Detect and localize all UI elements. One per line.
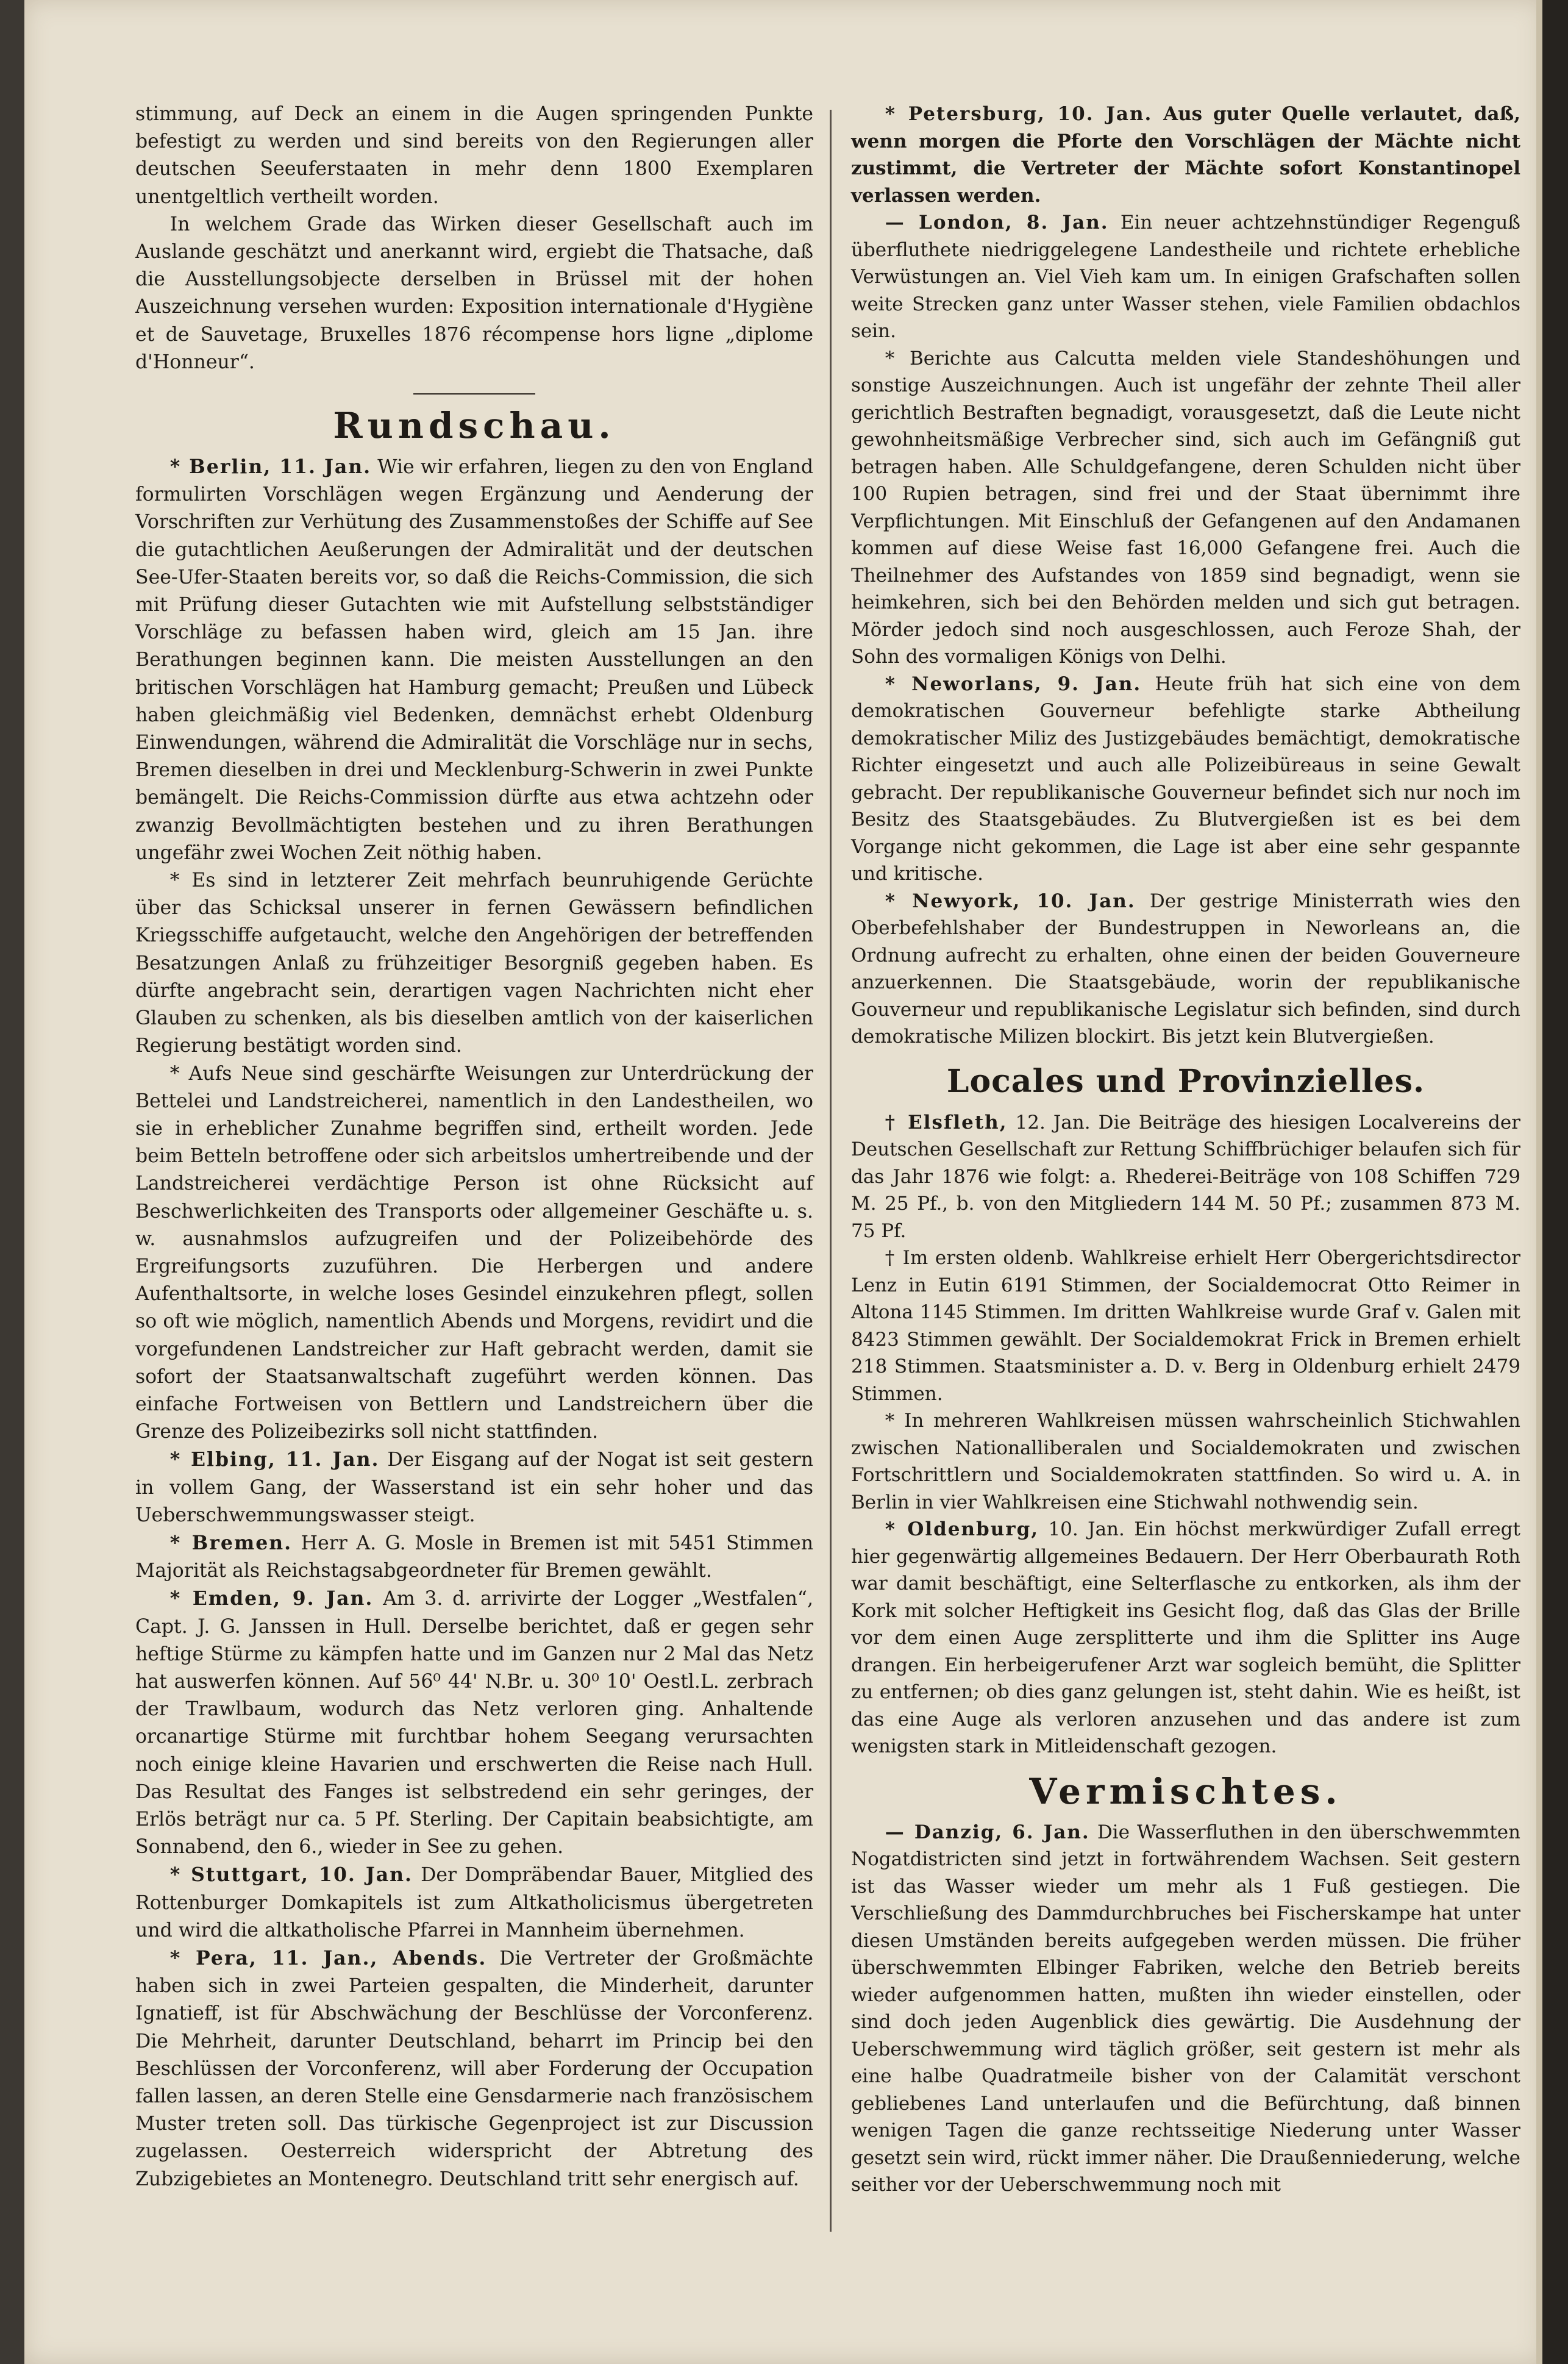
article-body: 10. Jan. Ein höchst merkwürdiger Zufall erregt hier gegenwärtig allgemeines Bedauern. Der Herr Oberbaurath Roth war damit beschäftigt, eine Selterflasche zu entkorken, als ihm der Kork mit solcher Heftigkeit ins Gesicht flog, daß das Glas der Brille vor dem einen Auge zersplitterte und ihm die Splitter ins Auge drangen. Ein herbeigerufener Arzt war sogleich bemüht, die Splitter zu entfernen; ob dies ganz gelungen ist, steht dahin. Wie es heißt, ist das eine Auge als verloren anzusehen und das andere ist zum wenigsten stark in Mitleidenschaft gezogen. [851,1518,1520,1757]
article-calcutta: * Berichte aus Calcutta melden viele Standeshöhungen und sonstige Auszeichnungen. Auch ist ungefähr der zehnte Theil aller gerichtlich Bestraften begnadigt, vorausgesetzt, daß die Leute nicht gewohnheitsmäßige Verbrecher sind, sich auch im Gefängniß gut betragen haben. Alle Schuldgefangene, deren Schulden nicht über 100 Rupien betragen, sind frei und der Staat übernimmt ihre Verpflichtungen. Mit Einschluß der Gefangenen auf den Andamanen kommen auf diese Weise fast 16,000 Gefangene frei. Auch die Theilnehmer des Aufstandes von 1859 sind begnadigt, wenn sie heimkehren, sich bei den Behörden melden und sich gut betragen. Mörder jedoch sind noch ausgeschlossen, auch Feroze Shah, der Sohn des vormaligen Königs von Delhi. [851,347,1520,668]
dateline: * Neworlans, 9. Jan. [885,673,1142,695]
article-stuttgart [135,1861,813,1944]
article-body: Der Dompräbendar Bauer, Mitglied des Rottenburger Domkapitels ist zum Altkatholicismus übergetreten und wird die altkatholische Pfarrei in Mannheim übernehmen. [135,1864,813,1941]
dateline: * Emden, 9. Jan. [169,1587,374,1610]
section-rule [413,393,535,395]
dateline: * Berlin, 11. Jan. [169,455,372,479]
article-neworleans [851,671,1520,888]
article-wahl-1: † Im ersten oldenb. Wahlkreise erhielt Herr Obergerichtsdirector Lenz in Eutin 6191 Stimmen, der Socialdemocrat Otto Reimer in Altona 1145 Stimmen. Im dritten Wahlkreise wurde Graf v. Galen mit 8423 Stimmen gewählt. Der Socialdemokrat Frick in Bremen erhielt 218 Stimmen. Staatsminister a. D. v. Berg in Oldenburg erhielt 2479 Stimmen. [851,1247,1520,1405]
article-oldenburg [851,1516,1520,1760]
article-berlin-1 [135,453,813,867]
article-body: Am 3. d. arrivirte der Logger „Westfalen“, Capt. J. G. Janssen in Hull. Derselbe berichtet, daß er gegen sehr heftige Stürme zu kämpfen hatte und im Ganzen nur 2 Mal das Netz hat auswerfen können. Auf 56⁰ 44' N.Br. u. 30⁰ 10' Oestl.L. zerbrach der Trawlbaum, wodurch das Netz verloren ging. Anhaltende orcanartige Stürme mit furchtbar hohem Seegang verursachten noch einige kleine Havarien und erschwerten die Reise nach Hull. Das Resultat des Fanges ist selbstredend ein sehr geringes, der Erlös beträgt nur ca. 5 Pf. Sterling. Der Capitain beabsichtigte, am Sonnabend, den 6., wieder in See zu gehen. [135,1588,813,1859]
left-column [135,101,813,2193]
article-body: Die Wasserfluthen in den überschwemmten Nogatdistricten sind jetzt in fortwährendem Wachsen. Seit gestern ist das Wasser wieder um mehr als 1 Fuß gestiegen. Die Verschließung des Dammdurchbruches bei Fischerskampe hat unter diesen Umständen bereits aufgegeben werden müssen. Die früher überschwemmten Elbinger Fabriken, welche den Betrieb bereits wieder aufgenommen hatten, mußten ihn wieder einstellen, oder sind doch jeden Augenblick dies gewärtig. Die Ausdehnung der Ueberschwemmung wird täglich größer, seit gestern ist mehr als eine halbe Quadratmeile bisher von der Calamität verschont gebliebenes Land unterlaufen und die Befürchtung, daß binnen wenigen Tagen die ganze rechtsseitige Niederung unter Wasser gesetzt sein wird, rückt immer näher. Die Draußenniederung, welche seither vor der Ueberschwemmung noch mit [851,1821,1521,2196]
dateline: * Oldenburg, [885,1518,1039,1540]
article-petersburg [851,101,1520,209]
intro-paragraph-2: In welchem Grade das Wirken dieser Gesellschaft auch im Auslande geschätzt und anerkannt wird, ergiebt die Thatsache, daß die Ausstellungsobjecte derselben in Brüssel mit der hohen Auszeichnung versehen wurden: Exposition internationale d'Hygiène et de Sauvetage, Bruxelles 1876 récompense hors ligne „diplome d'Honneur“. [135,213,813,373]
column-divider [830,110,832,2232]
section-title-vermischtes: Vermischtes. [1029,1770,1342,1812]
article-body: Die Vertreter der Großmächte haben sich in zwei Parteien gespalten, die Minderheit, darunter Ignatieff, ist für Abschwächung der Beschlüsse der Vorconferenz. Die Mehrheit, darunter Deutschland, beharrt im Princip bei den Beschlüssen der Vorconferenz, will aber Forderung der Occupation fallen lassen, an deren Stelle eine Gensdarmerie nach französischem Muster treten soll. Das türkische Gegenproject ist zur Discussion zugelassen. Oesterreich widerspricht der Abtretung des Zubzigebietes an Montenegro. Deutschland tritt sehr energisch auf. [135,1948,814,2190]
article-elbing [135,1446,813,1529]
article-berlin-2: * Es sind in letzterer Zeit mehrfach beunruhigende Gerüchte über das Schicksal unserer in fernen Gewässern befindlichen Kriegsschiffe aufgetaucht, welche den Angehörigen der betreffenden Besatzungen Anlaß zu frühzeitiger Besorgniß gegeben haben. Es dürfte angebracht sein, derartigen vagen Nachrichten nicht eher Glauben zu schenken, als bis dieselben amtlich von der kaiserlichen Regierung bestätigt worden sind. [135,870,813,1057]
article-body: Ein neuer achtzehnstündiger Regenguß überfluthete niedriggelegene Landestheile und richtete erhebliche Verwüstungen an. Viel Vieh kam um. In einigen Grafschaften sollen weite Strecken ganz unter Wasser stehen, viele Familien obdachlos sein. [851,212,1520,342]
dateline: * Pera, 11. Jan., Abends. [169,1947,487,1969]
intro-paragraph-1: stimmung, auf Deck an einem in die Augen springenden Punkte befestigt zu werden und sind bereits von den Regierungen aller deutschen Seeuferstaaten in mehr denn 1800 Exemplaren unentgeltlich vertheilt worden. [135,103,813,208]
article-body: Herr A. G. Mosle in Bremen ist mit 5451 Stimmen Majorität als Reichstagsabgeordneter für Bremen gewählt. [135,1532,813,1582]
dateline: * Stuttgart, 10. Jan. [169,1863,413,1887]
article-wahl-2: * In mehreren Wahlkreisen müssen wahrscheinlich Stichwahlen zwischen Nationalliberalen und Socialdemokraten und zwischen Fortschrittlern und Socialdemokraten stattfinden. So wird u. A. in Berlin in vier Wahlkreisen eine Stichwahl nothwendig sein. [851,1410,1520,1513]
dateline: † Elsfleth, [885,1111,1008,1134]
article-body: Aus guter Quelle verlautet, daß, wenn morgen die Pforte den Vorschlägen der Mächte nicht zustimmt, die Vertreter der Mächte sofort Konstantinopel verlassen werden. [851,103,1520,207]
article-body: Wie wir erfahren, liegen zu den von England formulirten Vorschlägen wegen Ergänzung und Aenderung der Vorschriften zur Verhütung des Zusammenstoßes der Schiffe auf See die gutachtlichen Aeußerungen der Admiralität und der deutschen See-Ufer-Staaten bereits vor, so daß die Reichs-Commission, die sich mit Prüfung dieser Gutachten wie mit Aufstellung selbstständiger Vorschläge zu befassen haben wird, gleich am 15 Jan. ihre Berathungen beginnen kann. Die meisten Ausstellungen an den britischen Vorschlägen hat Hamburg gemacht; Preußen und Lübeck haben gleichmäßig viel Bedenken, demnächst erhebt Oldenburg Einwendungen, während die Admiralität die Vorschläge nur in sechs, Bremen dieselben in drei und Mecklenburg-Schwerin in zwei Punkte bemängelt. Die Reichs-Commission dürfte aus etwa achtzehn oder zwanzig Bevollmächtigten bestehen und zu ihren Berathungen ungefähr zwei Wochen Zeit nöthig haben. [135,456,813,864]
article-pera [135,1944,813,2193]
section-title-rundschau: Rundschau. [333,405,616,447]
right-column [851,101,1520,2199]
article-body: Heute früh hat sich eine von dem demokratischen Gouverneur befehligte starke Abtheilung demokratischer Miliz des Justizgebäudes bemächtigt, demokratische Richter eingesetzt und auch alle Polizeibüreaus in seine Gewalt gebracht. Der republikanische Gouverneur befindet sich nur noch im Besitz des Staatsgebäudes. Zu Blutvergießen ist es bei dem Vorgange nicht gekommen, die Lage ist aber eine sehr gespannte und kritische. [851,673,1520,885]
dateline: — London, 8. Jan. [885,212,1109,234]
scan-background-edge [1542,0,1568,2364]
dateline: * Petersburg, 10. Jan. [885,103,1153,125]
article-body: Der Eisgang auf der Nogat ist seit gestern in vollem Gang, der Wasserstand ist ein sehr hoher und das Ueberschwemmungswasser steigt. [135,1449,813,1526]
article-elsfleth [851,1109,1520,1245]
article-body: Der gestrige Ministerrath wies den Oberbefehlshaber der Bundestruppen in Neworleans an, die Ordnung aufrecht zu erhalten, ohne einen der beiden Gouverneure anzuerkennen. Die Staatsgebäude, worin der republikanische Gouverneur und republikanische Legislatur sich befinden, sind durch demokratische Milizen blockirt. Bis jetzt kein Blutvergießen. [851,890,1520,1048]
article-newyork [851,888,1520,1051]
dateline: * Elbing, 11. Jan. [169,1448,380,1471]
article-berlin-3: * Aufs Neue sind geschärfte Weisungen zur Unterdrückung der Bettelei und Landstreicherei, namentlich in den Landestheilen, wo sie in erheblicher Zunahme begriffen sind, ertheilt worden. Jede beim Betteln betroffene oder sich arbeitslos umhertreibende und der Landstreicherei verdächtige Person ist ohne Rücksicht auf Beschwerlichkeiten des Transports oder allgemeiner Geschäfte u. s. w. ausnahmslos aufzugreifen und der Polizeibehörde des Ergreifungsorts zuzuführen. Die Herbergen und andere Aufenthaltsorte, in welche loses Gesindel einzukehren pflegt, sollen so oft wie möglich, namentlich Abends und Morgens, revidirt und die vorgefundenen Landstreicher zur Haft gebracht werden, damit sie sofort der Staatsanwaltschaft zugeführt werden können. Das einfache Fortweisen von Bettlern und Landstreichern über die Grenze des Polizeibezirks soll nicht stattfinden. [135,1062,813,1443]
page-edge [1536,0,1542,2364]
article-danzig [851,1819,1520,2199]
section-title-locales: Locales und Provinzielles. [946,1062,1425,1100]
article-emden [135,1585,813,1861]
dateline: * Bremen. [169,1531,293,1554]
article-london [851,209,1520,345]
article-body: 12. Jan. Die Beiträge des hiesigen Localvereins der Deutschen Gesellschaft zur Rettung Schiffbrüchiger belaufen sich für das Jahr 1876 wie folgt: a. Rhederei-Beiträge von 108 Schiffen 729 M. 25 Pf., b. von den Mitgliedern 144 M. 50 Pf.; zusammen 873 M. 75 Pf. [851,1111,1520,1242]
dateline: * Newyork, 10. Jan. [885,890,1136,912]
dateline: — Danzig, 6. Jan. [885,1821,1090,1843]
article-bremen [135,1529,813,1585]
